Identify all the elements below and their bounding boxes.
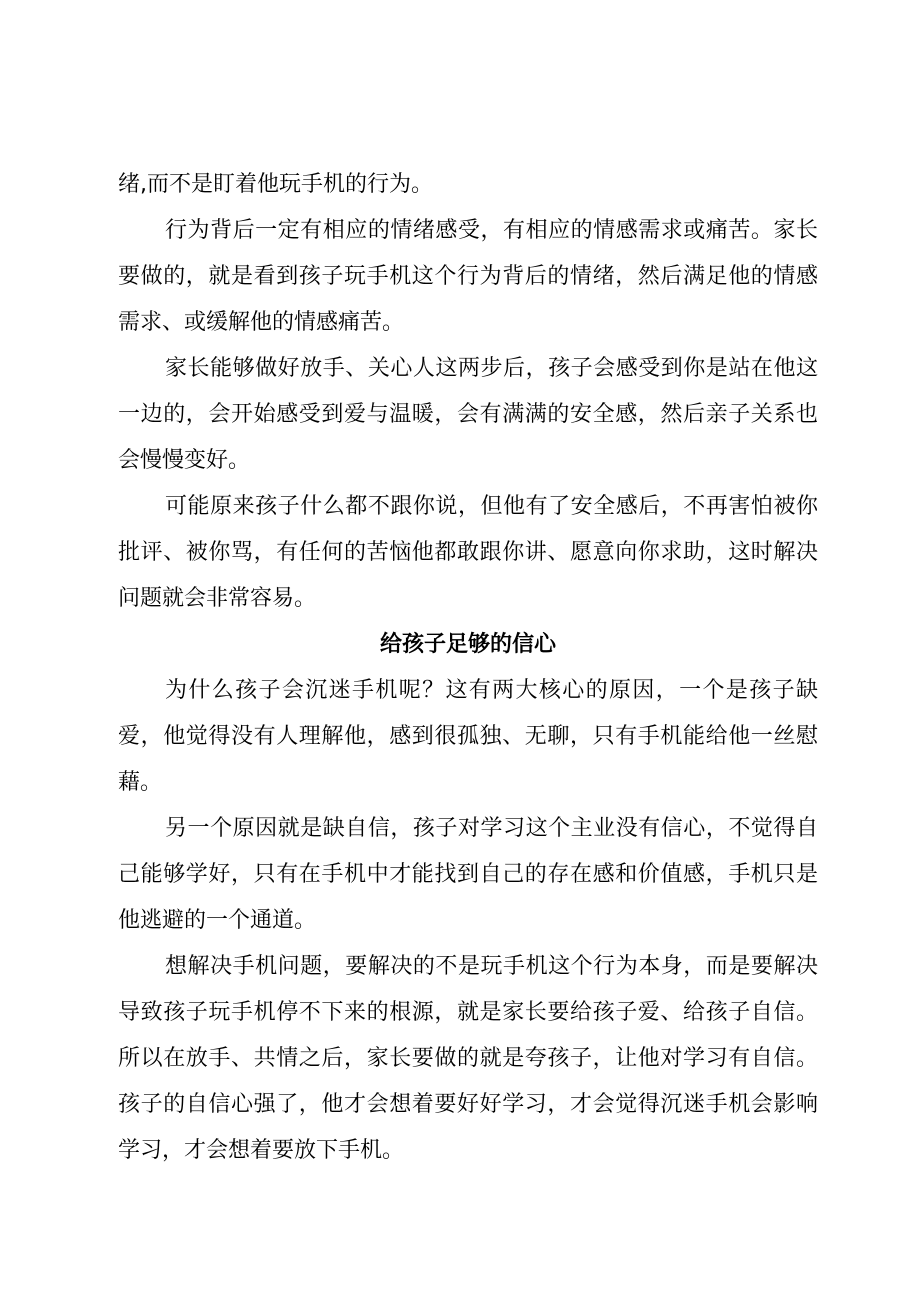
paragraph: 可能原来孩子什么都不跟你说，但他有了安全感后，不再害怕被你批评、被你骂，有任何的苦恼他都敢跟你讲、愿意向你求助，这时解决问题就会非常容易。	[118, 494, 818, 611]
paragraph: 想解决手机问题，要解决的不是玩手机这个行为本身，而是要解决导致孩子玩手机停不下来的根源，就是家长要给孩子爱、给孩子自信。所以在放手、共情之后，家长要做的就是夸孩子，让他对学习有自信。孩子的自信心强了，他才会想着要好好学习，才会觉得沉迷手机会影响学习，才会想着要放下手机。	[118, 954, 818, 1163]
paragraph: 家长能够做好放手、关心人这两步后，孩子会感受到你是站在他这一边的，会开始感受到爱与温暖，会有满满的安全感，然后亲子关系也会慢慢变好。	[118, 356, 818, 473]
section-heading: 给孩子足够的信心	[379, 632, 556, 657]
document-body	[118, 162, 818, 1174]
paragraph: 行为背后一定有相应的情绪感受，有相应的情感需求或痛苦。家长要做的，就是看到孩子玩手机这个行为背后的情绪，然后满足他的情感需求、或缓解他的情感痛苦。	[118, 218, 818, 335]
paragraph: 另一个原因就是缺自信，孩子对学习这个主业没有信心，不觉得自己能够学好，只有在手机中才能找到自己的存在感和价值感，手机只是他逃避的一个通道。	[118, 816, 818, 933]
paragraph-continuation: 绪,而不是盯着他玩手机的行为。	[118, 172, 433, 197]
paragraph: 为什么孩子会沉迷手机呢？这有两大核心的原因，一个是孩子缺爱，他觉得没有人理解他，感到很孤独、无聊，只有手机能给他一丝慰藉。	[118, 678, 818, 795]
